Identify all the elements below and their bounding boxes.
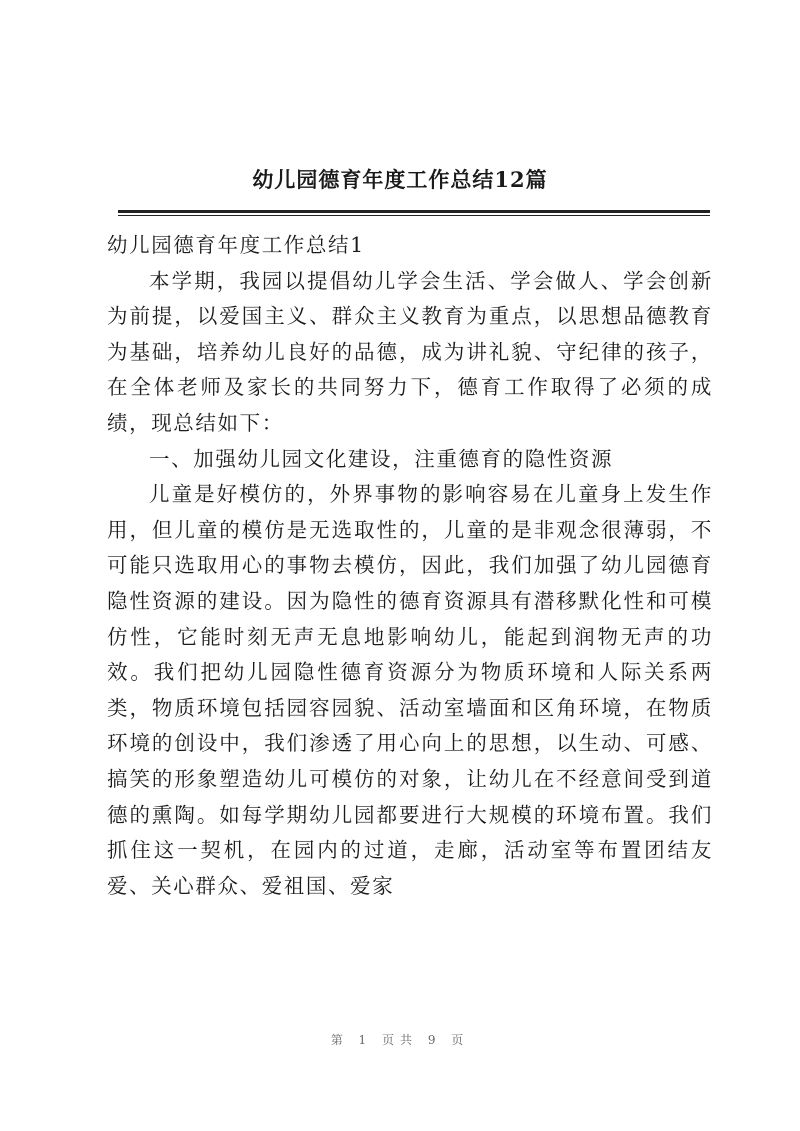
subheading-1: 一、加强幼儿园文化建设，注重德育的隐性资源 — [149, 446, 614, 471]
title-divider-thin — [118, 215, 710, 216]
section-heading: 幼儿园德育年度工作总结1 — [107, 233, 365, 257]
title-divider-thick — [118, 210, 710, 213]
paragraph-intro: 本学期，我园以提倡幼儿学会生活、学会做人、学会创新为前提，以爱国主义、群众主义教育为重点，以思想品德教育为基础，培养幼儿良好的品德，成为讲礼貌、守纪律的孩子，在全体老师及家长的共同努力下，德育工作取得了必须的成绩，现总结如下： — [107, 268, 713, 435]
document-title: 幼儿园德育年度工作总结12篇 — [252, 167, 548, 192]
page-number: 第 1 页共 9 页 — [330, 1033, 470, 1047]
document-body — [107, 228, 713, 904]
paragraph-body: 儿童是好模仿的，外界事物的影响容易在儿童身上发生作用，但儿童的模仿是无选取性的，儿童的是非观念很薄弱，不可能只选取用心的事物去模仿，因此，我们加强了幼儿园德育隐性资源的建设。因为隐性的德育资源具有潜移默化性和可模仿性，它能时刻无声无息地影响幼儿，能起到润物无声的功效。我们把幼儿园隐性德育资源分为物质环境和人际关系两类，物质环境包括园容园貌、活动室墙面和区角环境，在物质环境的创设中，我们渗透了用心向上的思想，以生动、可感、搞笑的形象塑造幼儿可模仿的对象，让幼儿在不经意间受到道德的熏陶。如每学期幼儿园都要进行大规模的环境布置。我们抓住这一契机，在园内的过道，走廊，活动室等布置团结友爱、关心群众、爱祖国、爱家 — [107, 482, 713, 898]
